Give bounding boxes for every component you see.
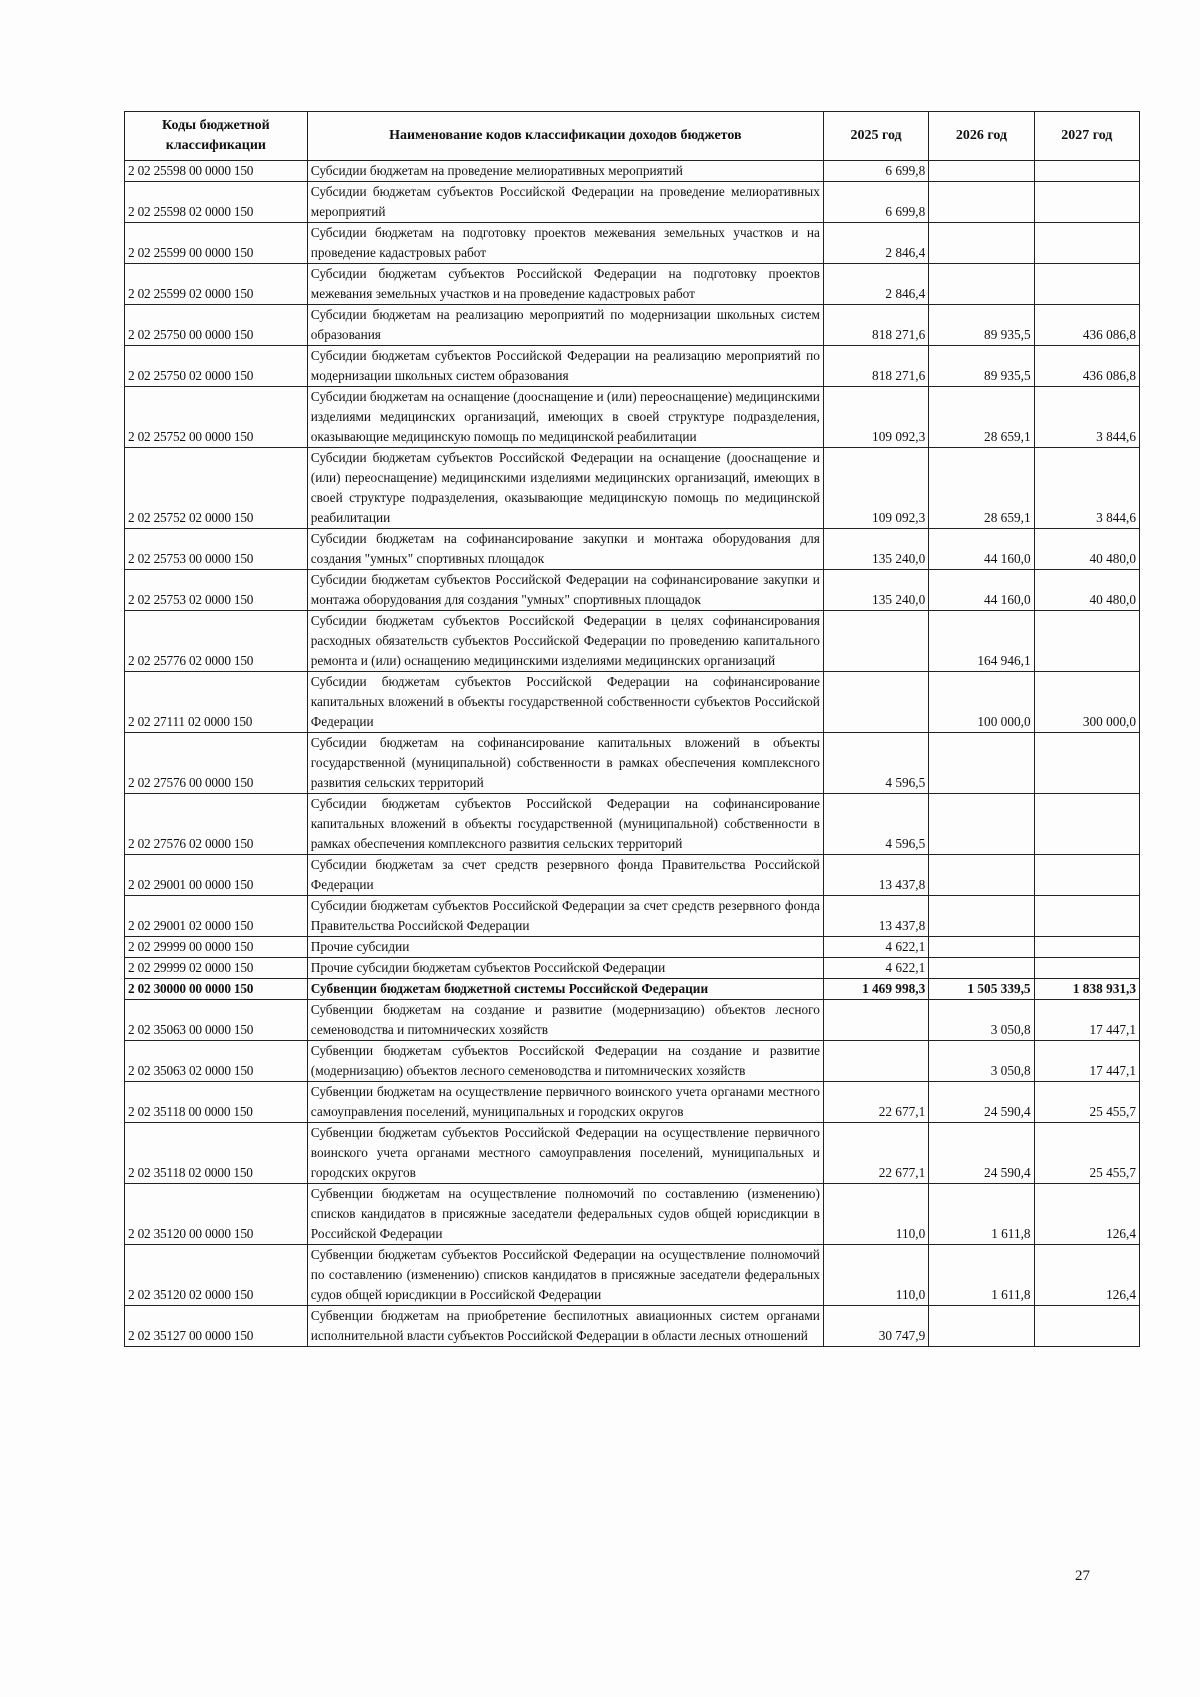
table-row <box>125 896 1140 937</box>
cell-name: Субсидии бюджетам за счет средств резервного фонда Правительства Российской Федерации <box>307 855 823 896</box>
cell-2027: 17 447,1 <box>1034 1000 1139 1041</box>
cell-2025: 6 699,8 <box>823 182 928 223</box>
cell-2027: 126,4 <box>1034 1184 1139 1245</box>
table-row <box>125 182 1140 223</box>
cell-code: 2 02 29001 00 0000 150 <box>125 855 308 896</box>
cell-2025: 2 846,4 <box>823 223 928 264</box>
cell-2026: 28 659,1 <box>929 387 1034 448</box>
cell-2026 <box>929 855 1034 896</box>
cell-2025: 4 596,5 <box>823 733 928 794</box>
cell-2025: 13 437,8 <box>823 896 928 937</box>
cell-name: Прочие субсидии <box>307 937 823 958</box>
table-row <box>125 1184 1140 1245</box>
cell-name: Субсидии бюджетам на подготовку проектов межевания земельных участков и на проведение кадастровых работ <box>307 223 823 264</box>
cell-name: Субсидии бюджетам субъектов Российской Федерации на софинансирование капитальных вложений в объекты государственной (муниципальной) собственности в рамках обеспечения комплексного развития сельских территорий <box>307 794 823 855</box>
cell-2027: 25 455,7 <box>1034 1123 1139 1184</box>
table-header-row <box>125 112 1140 161</box>
table-row <box>125 264 1140 305</box>
header-code: Коды бюджетной классификации <box>125 112 308 161</box>
table-body <box>125 161 1140 1347</box>
table-row <box>125 1306 1140 1347</box>
cell-2026: 3 050,8 <box>929 1041 1034 1082</box>
cell-name: Субвенции бюджетам на осуществление первичного воинского учета органами местного самоуправления поселений, муниципальных и городских округов <box>307 1082 823 1123</box>
cell-2026 <box>929 958 1034 979</box>
cell-name: Субсидии бюджетам субъектов Российской Федерации за счет средств резервного фонда Правительства Российской Федерации <box>307 896 823 937</box>
cell-2025: 135 240,0 <box>823 529 928 570</box>
cell-2026: 1 611,8 <box>929 1245 1034 1306</box>
table-row <box>125 223 1140 264</box>
cell-name: Субвенции бюджетам субъектов Российской Федерации на осуществление полномочий по составлению (изменению) списков кандидатов в присяжные заседатели федеральных судов общей юрисдикции в Российской Федерации <box>307 1245 823 1306</box>
cell-name: Субвенции бюджетам на приобретение беспилотных авиационных систем органами исполнительной власти субъектов Российской Федерации в области лесных отношений <box>307 1306 823 1347</box>
table-row <box>125 1245 1140 1306</box>
cell-name: Субвенции бюджетам субъектов Российской Федерации на создание и развитие (модернизацию) объектов лесного семеноводства и питомнических хозяйств <box>307 1041 823 1082</box>
cell-code: 2 02 25753 02 0000 150 <box>125 570 308 611</box>
cell-2027 <box>1034 794 1139 855</box>
cell-code: 2 02 30000 00 0000 150 <box>125 979 308 1000</box>
cell-2025: 135 240,0 <box>823 570 928 611</box>
cell-code: 2 02 35063 00 0000 150 <box>125 1000 308 1041</box>
cell-2025: 30 747,9 <box>823 1306 928 1347</box>
cell-2025: 4 622,1 <box>823 958 928 979</box>
cell-2027 <box>1034 611 1139 672</box>
header-name: Наименование кодов классификации доходов бюджетов <box>307 112 823 161</box>
cell-name: Субсидии бюджетам субъектов Российской Федерации на софинансирование закупки и монтажа оборудования для создания "умных" спортивных площадок <box>307 570 823 611</box>
cell-code: 2 02 25598 02 0000 150 <box>125 182 308 223</box>
cell-2025: 6 699,8 <box>823 161 928 182</box>
cell-2025 <box>823 672 928 733</box>
table-row <box>125 161 1140 182</box>
table-row <box>125 1082 1140 1123</box>
cell-name: Субсидии бюджетам субъектов Российской Федерации в целях софинансирования расходных обязательств субъектов Российской Федерации по проведению капитального ремонта и (или) оснащению медицинскими изделиями медицинских организаций <box>307 611 823 672</box>
cell-2025: 110,0 <box>823 1245 928 1306</box>
cell-2026: 100 000,0 <box>929 672 1034 733</box>
cell-name: Субсидии бюджетам на софинансирование закупки и монтажа оборудования для создания "умных" спортивных площадок <box>307 529 823 570</box>
cell-code: 2 02 25750 00 0000 150 <box>125 305 308 346</box>
cell-2026 <box>929 794 1034 855</box>
table-row <box>125 529 1140 570</box>
table-row <box>125 733 1140 794</box>
cell-code: 2 02 29999 02 0000 150 <box>125 958 308 979</box>
cell-2025: 818 271,6 <box>823 346 928 387</box>
cell-2027 <box>1034 855 1139 896</box>
cell-code: 2 02 25599 02 0000 150 <box>125 264 308 305</box>
table-row <box>125 958 1140 979</box>
cell-name: Субсидии бюджетам субъектов Российской Федерации на проведение мелиоративных мероприятий <box>307 182 823 223</box>
cell-2026: 1 611,8 <box>929 1184 1034 1245</box>
cell-2026 <box>929 1306 1034 1347</box>
cell-code: 2 02 35127 00 0000 150 <box>125 1306 308 1347</box>
cell-name: Субсидии бюджетам субъектов Российской Федерации на реализацию мероприятий по модернизации школьных систем образования <box>307 346 823 387</box>
cell-2027 <box>1034 896 1139 937</box>
table-row <box>125 979 1140 1000</box>
cell-code: 2 02 25599 00 0000 150 <box>125 223 308 264</box>
cell-2027: 436 086,8 <box>1034 346 1139 387</box>
cell-code: 2 02 25750 02 0000 150 <box>125 346 308 387</box>
header-2025: 2025 год <box>823 112 928 161</box>
cell-code: 2 02 27576 02 0000 150 <box>125 794 308 855</box>
cell-2025: 4 596,5 <box>823 794 928 855</box>
table-row <box>125 346 1140 387</box>
table-row <box>125 937 1140 958</box>
table-row <box>125 1000 1140 1041</box>
cell-2026: 24 590,4 <box>929 1082 1034 1123</box>
table-row <box>125 1123 1140 1184</box>
cell-2026 <box>929 264 1034 305</box>
cell-2026 <box>929 182 1034 223</box>
cell-2026: 44 160,0 <box>929 570 1034 611</box>
cell-code: 2 02 25752 02 0000 150 <box>125 448 308 529</box>
cell-2026 <box>929 896 1034 937</box>
cell-2027: 40 480,0 <box>1034 529 1139 570</box>
cell-2026: 28 659,1 <box>929 448 1034 529</box>
header-2027: 2027 год <box>1034 112 1139 161</box>
cell-code: 2 02 25598 00 0000 150 <box>125 161 308 182</box>
cell-name: Субсидии бюджетам на проведение мелиоративных мероприятий <box>307 161 823 182</box>
cell-2025: 818 271,6 <box>823 305 928 346</box>
cell-code: 2 02 35120 00 0000 150 <box>125 1184 308 1245</box>
cell-2027: 17 447,1 <box>1034 1041 1139 1082</box>
cell-2027 <box>1034 958 1139 979</box>
cell-code: 2 02 27576 00 0000 150 <box>125 733 308 794</box>
page-number: 27 <box>1075 1568 1090 1584</box>
cell-2027 <box>1034 937 1139 958</box>
cell-2027 <box>1034 1306 1139 1347</box>
cell-2025: 110,0 <box>823 1184 928 1245</box>
cell-2025: 22 677,1 <box>823 1123 928 1184</box>
cell-name: Субсидии бюджетам субъектов Российской Федерации на софинансирование капитальных вложений в объекты государственной собственности субъектов Российской Федерации <box>307 672 823 733</box>
cell-2026: 24 590,4 <box>929 1123 1034 1184</box>
cell-2026: 89 935,5 <box>929 305 1034 346</box>
cell-2027: 3 844,6 <box>1034 387 1139 448</box>
cell-2026: 164 946,1 <box>929 611 1034 672</box>
table-row <box>125 672 1140 733</box>
cell-name: Субсидии бюджетам на реализацию мероприятий по модернизации школьных систем образования <box>307 305 823 346</box>
cell-name: Субвенции бюджетам бюджетной системы Российской Федерации <box>307 979 823 1000</box>
cell-2027: 1 838 931,3 <box>1034 979 1139 1000</box>
cell-code: 2 02 29999 00 0000 150 <box>125 937 308 958</box>
table-row <box>125 794 1140 855</box>
cell-2027: 300 000,0 <box>1034 672 1139 733</box>
cell-2025: 22 677,1 <box>823 1082 928 1123</box>
table-row <box>125 387 1140 448</box>
cell-2026: 1 505 339,5 <box>929 979 1034 1000</box>
cell-2025: 109 092,3 <box>823 387 928 448</box>
table-row <box>125 611 1140 672</box>
table-row <box>125 305 1140 346</box>
cell-code: 2 02 35118 02 0000 150 <box>125 1123 308 1184</box>
cell-2027: 40 480,0 <box>1034 570 1139 611</box>
cell-2026 <box>929 223 1034 264</box>
cell-2026 <box>929 161 1034 182</box>
cell-name: Субсидии бюджетам субъектов Российской Федерации на подготовку проектов межевания земельных участков и на проведение кадастровых работ <box>307 264 823 305</box>
cell-name: Субсидии бюджетам на оснащение (дооснащение и (или) переоснащение) медицинскими изделиями медицинских организаций, имеющих в своей структуре подразделения, оказывающие медицинскую помощь по медицинской реабилитации <box>307 387 823 448</box>
cell-code: 2 02 27111 02 0000 150 <box>125 672 308 733</box>
header-2026: 2026 год <box>929 112 1034 161</box>
cell-2026 <box>929 937 1034 958</box>
cell-2025: 4 622,1 <box>823 937 928 958</box>
cell-2025: 13 437,8 <box>823 855 928 896</box>
cell-2025 <box>823 1041 928 1082</box>
cell-2027: 25 455,7 <box>1034 1082 1139 1123</box>
cell-name: Субсидии бюджетам субъектов Российской Федерации на оснащение (дооснащение и (или) переоснащение) медицинскими изделиями медицинских организаций, имеющих в своей структуре подразделения, оказывающие медицинскую помощь по медицинской реабилитации <box>307 448 823 529</box>
cell-2027 <box>1034 182 1139 223</box>
cell-2025 <box>823 611 928 672</box>
table-row <box>125 570 1140 611</box>
cell-2026: 44 160,0 <box>929 529 1034 570</box>
table-row <box>125 855 1140 896</box>
table-row <box>125 448 1140 529</box>
cell-code: 2 02 25752 00 0000 150 <box>125 387 308 448</box>
cell-code: 2 02 35118 00 0000 150 <box>125 1082 308 1123</box>
cell-code: 2 02 25753 00 0000 150 <box>125 529 308 570</box>
cell-2027 <box>1034 733 1139 794</box>
cell-code: 2 02 35063 02 0000 150 <box>125 1041 308 1082</box>
cell-2025: 1 469 998,3 <box>823 979 928 1000</box>
cell-2025: 2 846,4 <box>823 264 928 305</box>
cell-2027: 436 086,8 <box>1034 305 1139 346</box>
cell-2026: 3 050,8 <box>929 1000 1034 1041</box>
cell-code: 2 02 29001 02 0000 150 <box>125 896 308 937</box>
cell-name: Субвенции бюджетам на создание и развитие (модернизацию) объектов лесного семеноводства и питомнических хозяйств <box>307 1000 823 1041</box>
cell-2026 <box>929 733 1034 794</box>
cell-name: Субвенции бюджетам субъектов Российской Федерации на осуществление первичного воинского учета органами местного самоуправления поселений, муниципальных и городских округов <box>307 1123 823 1184</box>
cell-2025: 109 092,3 <box>823 448 928 529</box>
cell-2027: 3 844,6 <box>1034 448 1139 529</box>
cell-2027 <box>1034 223 1139 264</box>
table-row <box>125 1041 1140 1082</box>
cell-name: Субвенции бюджетам на осуществление полномочий по составлению (изменению) списков кандидатов в присяжные заседатели федеральных судов общей юрисдикции в Российской Федерации <box>307 1184 823 1245</box>
budget-revenue-table <box>124 111 1140 1347</box>
cell-2027: 126,4 <box>1034 1245 1139 1306</box>
cell-name: Субсидии бюджетам на софинансирование капитальных вложений в объекты государственной (муниципальной) собственности в рамках обеспечения комплексного развития сельских территорий <box>307 733 823 794</box>
cell-code: 2 02 35120 02 0000 150 <box>125 1245 308 1306</box>
cell-2026: 89 935,5 <box>929 346 1034 387</box>
cell-code: 2 02 25776 02 0000 150 <box>125 611 308 672</box>
cell-2027 <box>1034 161 1139 182</box>
cell-2025 <box>823 1000 928 1041</box>
cell-name: Прочие субсидии бюджетам субъектов Российской Федерации <box>307 958 823 979</box>
cell-2027 <box>1034 264 1139 305</box>
